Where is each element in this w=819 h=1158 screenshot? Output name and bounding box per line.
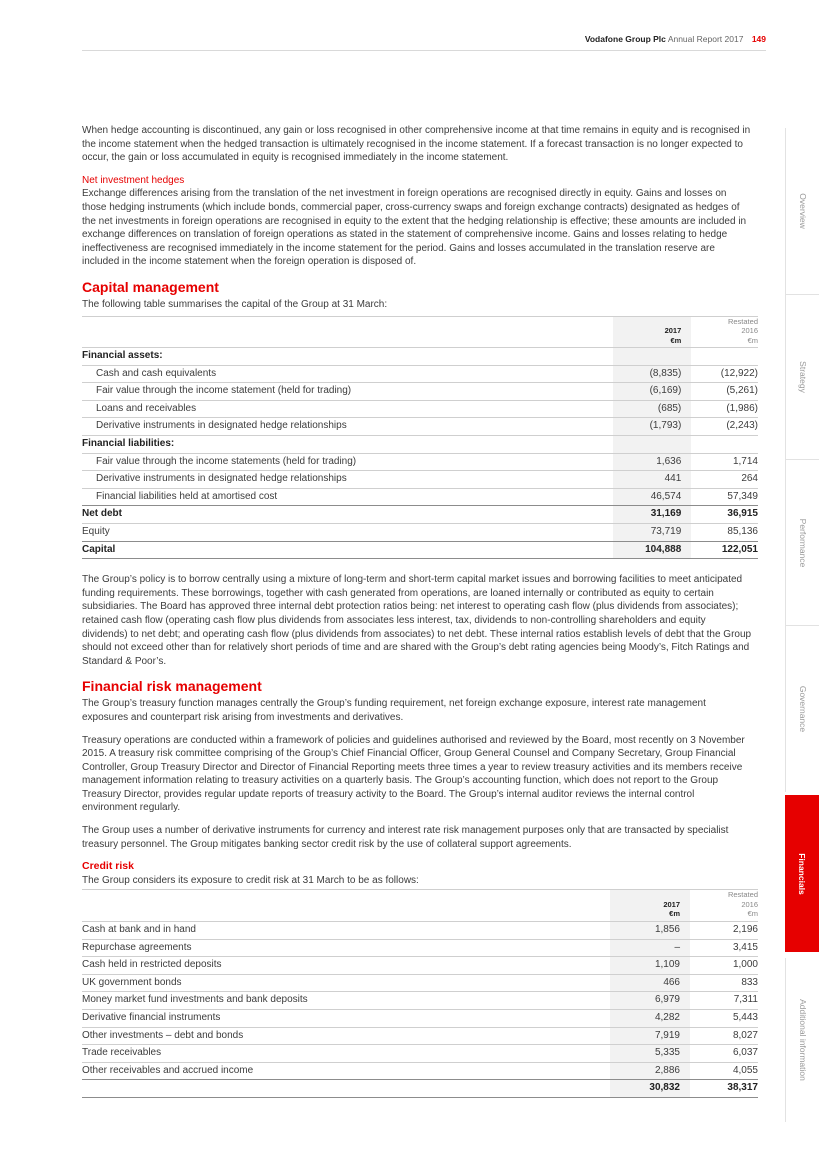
- table-row: Cash at bank and in hand 1,856 2,196: [82, 921, 758, 939]
- net-investment-heading: Net investment hedges: [82, 174, 185, 186]
- financial-risk-heading: Financial risk management: [82, 678, 262, 695]
- table-row: Fair value through the income statement (held for trading) (6,169) (5,261): [82, 383, 758, 401]
- capital-policy-paragraph: The Group’s policy is to borrow centrally using a mixture of long-term and short-term capital market issues and borrowing facilities to meet anticipated funding requirements. These borrowings, together with cash generated from operations, are loaned internally or contributed as equity to certain subsidiaries. The Board has approved three internal debt protection ratios being: net interest to operating cash flow (plus dividends from associates); retained cash flow (operating cash flow plus dividends from associates less interest, tax, dividends to non-controlling shareholders and equity dividends) to net debt; and operating cash flow (plus dividends from associates) to net debt. These internal ratios establish levels of debt that the Group should not exceed other than for relatively short periods of time and are shared with the Group’s debt rating agencies being Moody’s, Fitch Ratings and Standard & Poor’s.: [82, 574, 752, 667]
- table-row: Derivative instruments in designated hedge relationships (1,793) (2,243): [82, 418, 758, 436]
- table-row: Trade receivables 5,335 6,037: [82, 1045, 758, 1063]
- credit-risk-intro: The Group considers its exposure to credit risk at 31 March to be as follows:: [82, 874, 419, 886]
- capital-table: [82, 316, 758, 560]
- side-tab-financials[interactable]: [785, 795, 819, 952]
- table-row: Money market fund investments and bank deposits 6,979 7,311: [82, 992, 758, 1010]
- intro-paragraph: When hedge accounting is discontinued, any gain or loss recognised in other comprehensive income at that time remains in equity and is recognised in the income statement when the hedged transaction is ultimately recognised in the income statement. If a forecast transaction is no longer expected to occur, the gain or loss accumulated in equity is recognised immediately in the income statement.: [82, 125, 751, 164]
- credit-table-header: [82, 890, 758, 922]
- table-row: Cash held in restricted deposits 1,109 1,000: [82, 957, 758, 975]
- risk-paragraph-3: The Group uses a number of derivative instruments for currency and interest rate risk management purposes only that are transacted by specialist treasury personnel. The Group mitigates banking sector credit risk by the use of collateral support agreements.: [82, 825, 729, 850]
- col-2016-header: Restated 2016 €m: [691, 316, 758, 348]
- side-tab-additional-information[interactable]: [785, 958, 819, 1122]
- table-row: Derivative instruments in designated hedge relationships 441 264: [82, 471, 758, 489]
- side-tab-strategy[interactable]: [785, 295, 819, 459]
- side-tab-label: Overview: [798, 193, 808, 229]
- table-row: Other receivables and accrued income 2,886 4,055: [82, 1062, 758, 1080]
- credit-risk-table: [82, 889, 758, 1097]
- net-debt-row: Net debt 31,169 36,915: [82, 506, 758, 524]
- credit-total-row: 30,832 38,317: [82, 1080, 758, 1098]
- side-tab-label: Strategy: [798, 361, 808, 393]
- side-tab-label: Performance: [798, 518, 808, 567]
- side-tab-overview[interactable]: [785, 128, 819, 294]
- header-divider: [82, 50, 766, 51]
- equity-row: Equity 73,719 85,136: [82, 523, 758, 541]
- table-row: Financial liabilities held at amortised cost 46,574 57,349: [82, 488, 758, 506]
- col-2017-header: 2017 €m: [613, 316, 692, 348]
- table-row: Repurchase agreements – 3,415: [82, 939, 758, 957]
- capital-management-heading: Capital management: [82, 278, 219, 295]
- table-row: UK government bonds 466 833: [82, 974, 758, 992]
- capital-intro: The following table summarises the capital of the Group at 31 March:: [82, 298, 388, 310]
- table-row: Loans and receivables (685) (1,986): [82, 400, 758, 418]
- side-tab-label: Financials: [797, 852, 807, 895]
- table-row: Other investments – debt and bonds 7,919 8,027: [82, 1027, 758, 1045]
- report-title: Annual Report 2017: [667, 34, 744, 44]
- credit-risk-heading: Credit risk: [82, 860, 134, 873]
- company-name: Vodafone Group Plc: [584, 34, 666, 44]
- side-tab-label: Governance: [798, 685, 808, 733]
- net-investment-body: Exchange differences arising from the translation of the net investment in foreign operations are recognised directly in equity. Gains and losses on those hedging instruments (which include bonds, commercial paper, cross-currency swaps and foreign exchange contracts) designated as hedges of the net investments in foreign operations are recognised in equity to the extent that the hedging relationship is effective; these amounts are included in exchange differences on translation of foreign operations as stated in the statement of comprehensive income. Gains and losses relating to hedge ineffectiveness are recognised immediately in the income statement for the period. Gains and losses accumulated in the translation reserve are included in the income statement when the foreign operation is disposed of.: [82, 188, 747, 268]
- page-header: [0, 34, 766, 44]
- col-2017-header: 2017 €m: [610, 890, 690, 922]
- page-number: 149: [751, 34, 766, 44]
- capital-table-header: [82, 316, 758, 348]
- section-financial-liabilities: Financial liabilities:: [82, 436, 758, 454]
- side-tab-performance[interactable]: [785, 460, 819, 625]
- col-2016-header: Restated 2016 €m: [690, 890, 758, 922]
- risk-paragraph-1: The Group’s treasury function manages centrally the Group’s funding requirement, net foreign exchange exposure, interest rate management exposures and counterpart risk arising from investments and derivatives.: [82, 698, 706, 723]
- table-row: Derivative financial instruments 4,282 5,443: [82, 1009, 758, 1027]
- section-financial-assets: Financial assets:: [82, 348, 758, 366]
- risk-paragraph-2: Treasury operations are conducted within a framework of policies and guidelines authorised and reviewed by the Board, most recently on 3 November 2015. A treasury risk committee comprising of the Group’s Chief Financial Officer, Group General Counsel and Company Secretary, Group Financial Controller, Group Treasury Director and Director of Financial Reporting meets three times a year to review treasury activities and its members receive management information relating to treasury activities on a quarterly basis. The Group’s accounting function, which does not report to the Group Treasury Director, provides regular update reports of treasury activity to the Board. The Group’s internal auditor reviews the internal control environment regularly.: [82, 734, 745, 814]
- main-content: [82, 124, 758, 1098]
- table-row: Cash and cash equivalents (8,835) (12,922): [82, 365, 758, 383]
- capital-total-row: Capital 104,888 122,051: [82, 541, 758, 559]
- table-row: Fair value through the income statements (held for trading) 1,636 1,714: [82, 453, 758, 471]
- side-tab-label: Additional information: [798, 999, 808, 1081]
- side-tab-governance[interactable]: [785, 626, 819, 792]
